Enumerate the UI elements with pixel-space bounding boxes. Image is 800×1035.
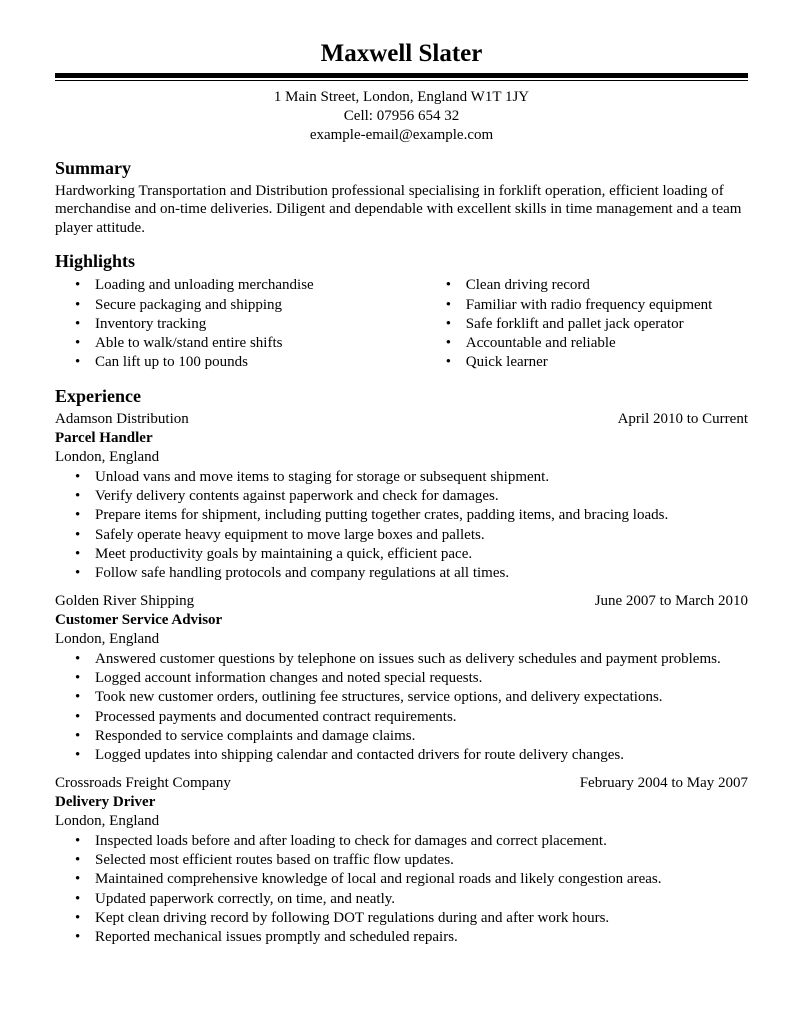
summary-text: Hardworking Transportation and Distribution professional specialising in forklift operation, efficient loading of merchandise and on-time deliveries. Diligent and dependable with excellent skills in time management and a team player attitude. [55,182,742,236]
job-dates: February 2004 to May 2007 [579,775,748,792]
header-divider [55,73,748,81]
highlight-item: • Loading and unloading merchandise [73,276,426,294]
section-heading-highlights: Highlights [55,250,136,271]
job-bullet: • Safely operate heavy equipment to move large boxes and pallets. [73,526,748,544]
job-dates: April 2010 to Current [617,411,748,428]
job-bullet: • Logged account information changes and noted special requests. [73,669,748,687]
job-bullet: • Prepare items for shipment, including putting together crates, padding items, and bracing loads. [73,506,748,524]
highlight-item: • Safe forklift and pallet jack operator [444,315,748,333]
company-name: Adamson Distribution [55,411,189,428]
job-title: Customer Service Advisor [55,612,223,629]
contact-address: 1 Main Street, London, England W1T 1JY [273,88,530,105]
job-bullet: • Answered customer questions by telephone on issues such as delivery schedules and payment problems. [73,650,748,668]
section-heading-experience: Experience [55,385,141,406]
highlight-item: • Accountable and reliable [444,334,748,352]
highlights-left-column [55,276,426,372]
contact-cell: Cell: 07956 654 32 [343,107,460,124]
job-dates: June 2007 to March 2010 [594,593,748,610]
highlight-item: • Quick learner [444,353,748,371]
job-bullet: • Logged updates into shipping calendar and contacted drivers for route delivery changes. [73,746,748,764]
job-bullet: • Took new customer orders, outlining fee structures, service options, and delivery expectations. [73,688,748,706]
job-bullet: • Processed payments and documented contract requirements. [73,708,748,726]
contact-block [55,88,748,146]
job-bullet: • Inspected loads before and after loading to check for damages and correct placement. [73,832,748,850]
highlight-item: • Clean driving record [444,276,748,294]
job-bullet-list [55,650,748,765]
job-entry [55,410,748,582]
job-bullet: • Updated paperwork correctly, on time, and neatly. [73,890,748,908]
job-bullet: • Responded to service complaints and damage claims. [73,727,748,745]
job-location: London, England [55,448,160,465]
person-name: Maxwell Slater [320,40,483,67]
company-name: Crossroads Freight Company [55,775,231,792]
job-title: Parcel Handler [55,430,153,447]
highlights-right-column [426,276,748,372]
job-bullet-list [55,832,748,947]
job-title: Delivery Driver [55,794,156,811]
job-header [55,410,748,429]
highlight-item: • Familiar with radio frequency equipment [444,296,748,314]
job-bullet: • Unload vans and move items to staging for storage or subsequent shipment. [73,468,748,486]
highlights-columns [55,274,748,372]
job-bullet: • Follow safe handling protocols and company regulations at all times. [73,564,748,582]
highlight-item: • Can lift up to 100 pounds [73,353,426,371]
job-bullet: • Meet productivity goals by maintaining a quick, efficient pace. [73,545,748,563]
job-header [55,774,748,793]
job-bullet: • Verify delivery contents against paperwork and check for damages. [73,487,748,505]
job-header [55,592,748,611]
job-location: London, England [55,812,160,829]
section-heading-summary: Summary [55,158,131,179]
job-bullet: • Selected most efficient routes based on traffic flow updates. [73,851,748,869]
highlight-item: • Secure packaging and shipping [73,296,426,314]
highlight-item: • Able to walk/stand entire shifts [73,334,426,352]
company-name: Golden River Shipping [55,593,195,610]
contact-email: example-email@example.com [309,126,494,143]
job-bullet-list [55,468,748,583]
job-entry [55,774,748,946]
job-entry [55,592,748,764]
job-bullet: • Kept clean driving record by following DOT regulations during and after work hours. [73,909,748,927]
highlight-item: • Inventory tracking [73,315,426,333]
job-bullet: • Maintained comprehensive knowledge of local and regional roads and likely congestion areas. [73,870,748,888]
job-location: London, England [55,630,160,647]
job-bullet: • Reported mechanical issues promptly and scheduled repairs. [73,928,748,946]
